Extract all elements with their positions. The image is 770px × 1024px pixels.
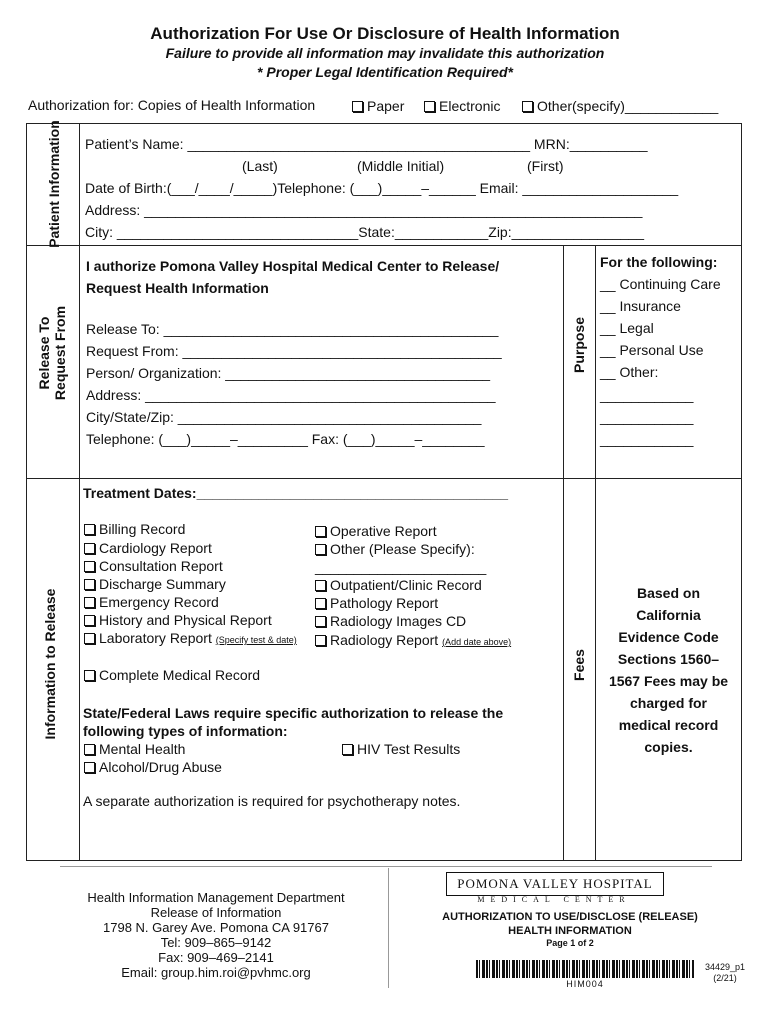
authorization-for-label: Authorization for: Copies of Health Information <box>28 97 316 113</box>
checkbox-icon <box>315 580 326 591</box>
radiology-note: (Add date above) <box>442 637 512 647</box>
checkbox-icon <box>342 744 353 755</box>
fees-text: Based on California Evidence Code Sections 1560– 1567 Fees may be charged for medical record copies. <box>608 585 729 755</box>
purpose-insurance[interactable]: __ Insurance <box>600 298 681 314</box>
release-section-label: Release To Request From <box>36 305 68 401</box>
middle-caption: (Middle Initial) <box>357 158 445 174</box>
dob-phone-email-field[interactable]: Date of Birth:(___/____/_____)Telephone: (___)_____–______ Email: ____________________ <box>85 180 679 196</box>
request-from-field[interactable]: Request From: _________________________________________ <box>86 343 502 359</box>
patient-address-field[interactable]: Address: ________________________________________________________________ <box>85 202 643 218</box>
checkbox-icon <box>84 524 95 535</box>
checkbox-icon <box>424 101 435 112</box>
warning-text: Failure to provide all information may invalidate this authorization <box>165 45 605 61</box>
history-physical-option[interactable]: History and Physical Report <box>84 612 272 628</box>
checkbox-icon <box>84 579 95 590</box>
information-section-label: Information to Release <box>42 588 58 740</box>
checkbox-icon <box>315 635 326 646</box>
release-to-field[interactable]: Release To: ___________________________________________ <box>86 321 499 337</box>
first-caption: (First) <box>527 158 564 174</box>
last-caption: (Last) <box>242 158 278 174</box>
complete-record-option[interactable]: Complete Medical Record <box>84 667 260 683</box>
checkbox-icon <box>84 670 95 681</box>
footer-department: Health Information Management Department Release of Information 1798 N. Garey Ave. Pomona CA 91767 Tel: 909–865–9142 Fax: 909–469–2141 Email: group.him.roi@pvhmc.org <box>60 890 372 980</box>
phone-fax-field[interactable]: Telephone: (___)_____–_________ Fax: (___)_____–________ <box>86 431 485 447</box>
laws-text-1: State/Federal Laws require specific authorization to release the <box>83 705 504 721</box>
purpose-personal-use[interactable]: __ Personal Use <box>600 342 704 358</box>
option-other[interactable]: Other(specify)____________ <box>522 98 718 114</box>
checkbox-icon <box>84 561 95 572</box>
laboratory-report-option[interactable]: Laboratory Report (Specify test & date) <box>84 630 297 646</box>
hiv-option[interactable]: HIV Test Results <box>342 741 460 757</box>
patient-city-field[interactable]: City: _______________________________State:____________Zip:_________________ <box>85 224 644 240</box>
alcohol-drug-option[interactable]: Alcohol/Drug Abuse <box>84 759 222 775</box>
operative-report-option[interactable]: Operative Report <box>315 523 437 539</box>
page-title: Authorization For Use Or Disclosure of Health Information <box>150 24 620 43</box>
purpose-other[interactable]: __ Other: <box>600 364 659 380</box>
mental-health-option[interactable]: Mental Health <box>84 741 185 757</box>
form-title: AUTHORIZATION TO USE/DISCLOSE (RELEASE) HEALTH INFORMATION <box>442 911 698 937</box>
treatment-dates-field[interactable]: Treatment Dates:________________________________________ <box>83 485 509 501</box>
checkbox-icon <box>315 616 326 627</box>
form-number: 34429_p1 (2/21) <box>704 962 746 983</box>
pathology-report-option[interactable]: Pathology Report <box>315 595 438 611</box>
purpose-section-label: Purpose <box>571 317 587 374</box>
checkbox-icon <box>315 598 326 609</box>
discharge-summary-option[interactable]: Discharge Summary <box>84 576 226 592</box>
checkbox-icon <box>84 615 95 626</box>
patient-section-label: Patient Information <box>46 120 62 248</box>
option-electronic[interactable]: Electronic <box>424 98 500 114</box>
checkbox-icon <box>84 597 95 608</box>
other-specify-option[interactable]: Other (Please Specify): <box>315 541 475 557</box>
release-address-field[interactable]: Address: _____________________________________________ <box>86 387 496 403</box>
billing-record-option[interactable]: Billing Record <box>84 521 185 537</box>
checkbox-icon <box>315 544 326 555</box>
logo-subtitle: MEDICAL CENTER <box>477 895 631 904</box>
checkbox-icon <box>84 543 95 554</box>
other-specify-field[interactable]: ______________________ <box>315 559 487 575</box>
page-number: Page 1 of 2 <box>546 938 594 948</box>
checkbox-icon <box>84 633 95 644</box>
hospital-logo: POMONA VALLEY HOSPITAL <box>446 872 664 896</box>
checkbox-icon <box>352 101 363 112</box>
purpose-blank-line[interactable]: ____________ <box>600 387 694 403</box>
fees-section-label: Fees <box>571 649 587 681</box>
barcode-text: HIM004 <box>566 979 604 989</box>
purpose-legal[interactable]: __ Legal <box>600 320 654 336</box>
purpose-blank-line[interactable]: ____________ <box>600 431 694 447</box>
organization-field[interactable]: Person/ Organization: __________________________________ <box>86 365 491 381</box>
checkbox-icon <box>84 744 95 755</box>
radiology-report-option[interactable]: Radiology Report (Add date above) <box>315 632 511 648</box>
authorize-text-1: I authorize Pomona Valley Hospital Medical Center to Release/ <box>86 258 500 274</box>
authorize-text-2: Request Health Information <box>86 280 269 296</box>
purpose-heading: For the following: <box>600 254 718 270</box>
option-paper[interactable]: Paper <box>352 98 404 114</box>
checkbox-icon <box>84 762 95 773</box>
lab-note: (Specify test & date) <box>215 635 297 645</box>
laws-text-2: following types of information: <box>83 723 288 739</box>
radiology-images-option[interactable]: Radiology Images CD <box>315 613 466 629</box>
barcode <box>476 960 694 978</box>
purpose-continuing-care[interactable]: __ Continuing Care <box>600 276 721 292</box>
psychotherapy-note: A separate authorization is required for psychotherapy notes. <box>83 793 461 809</box>
purpose-blank-line[interactable]: ____________ <box>600 409 694 425</box>
checkbox-icon <box>315 526 326 537</box>
cardiology-report-option[interactable]: Cardiology Report <box>84 540 212 556</box>
footer-email: Email: group.him.roi@pvhmc.org <box>121 965 311 980</box>
consultation-report-option[interactable]: Consultation Report <box>84 558 223 574</box>
id-required-text: * Proper Legal Identification Required* <box>257 64 513 80</box>
patient-name-field[interactable]: Patient’s Name: ____________________________________________ MRN:__________ <box>85 136 648 152</box>
checkbox-icon <box>522 101 533 112</box>
release-city-field[interactable]: City/State/Zip: _______________________________________ <box>86 409 482 425</box>
outpatient-record-option[interactable]: Outpatient/Clinic Record <box>315 577 482 593</box>
emergency-record-option[interactable]: Emergency Record <box>84 594 219 610</box>
